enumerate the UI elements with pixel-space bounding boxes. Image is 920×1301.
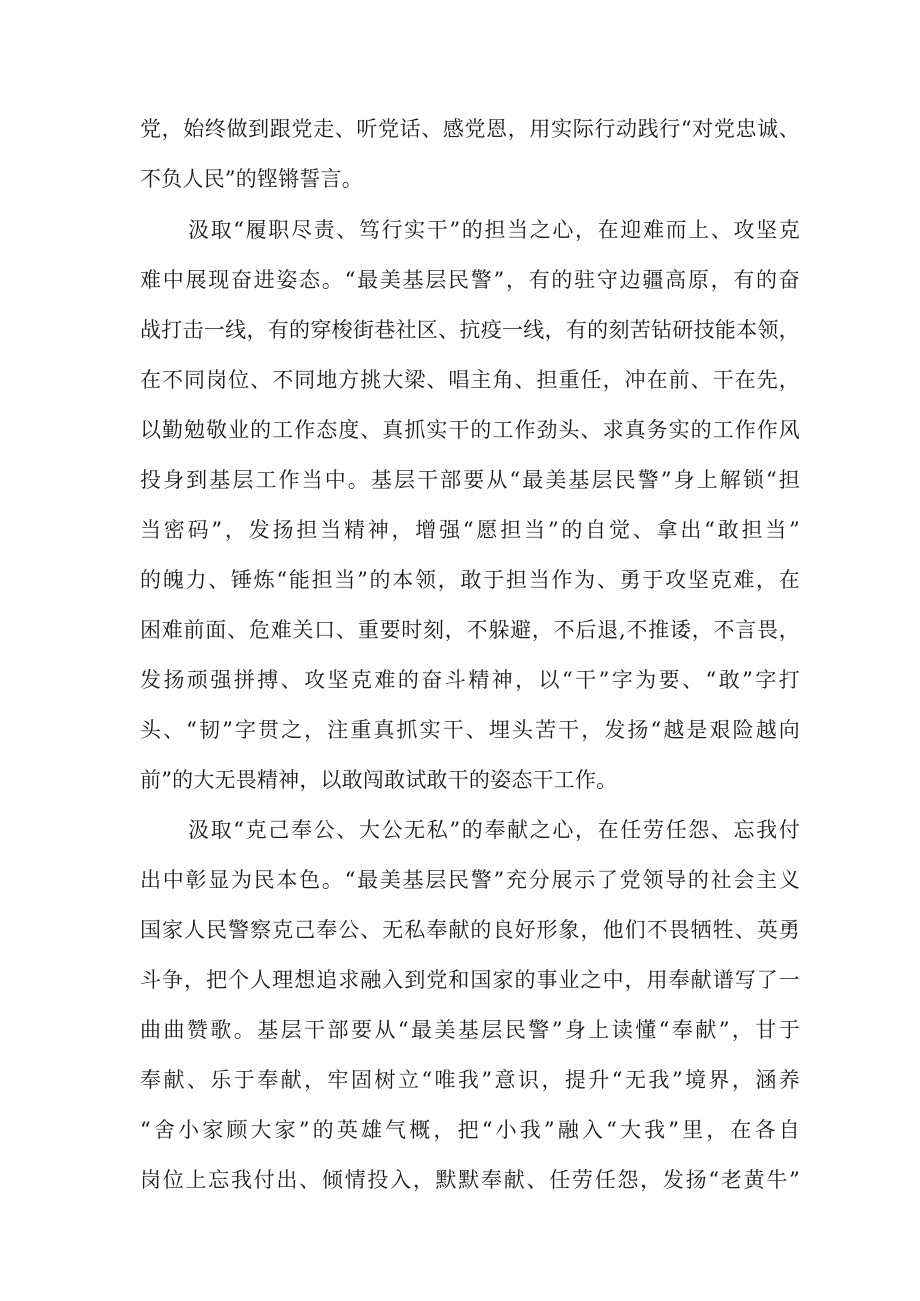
text-line: 不负人民”的铿锵誓言。 xyxy=(140,167,363,191)
text-line: 难中展现奋进姿态。“最美基层民警”，有的驻守边疆高原，有的奋 xyxy=(140,268,800,292)
text-line: 岗位上忘我付出、倾情投入，默默奉献、任劳任怨，发扬“老黄牛” xyxy=(140,1168,800,1192)
text-line: 汲取“克己奉公、大公无私”的奉献之心，在任劳任怨、忘我付 xyxy=(188,818,800,842)
text-line: 奉献、乐于奉献，牢固树立“唯我”意识，提升“无我”境界，涵养 xyxy=(140,1068,800,1092)
text-line: 党，始终做到跟党走、听党话、感党恩，用实际行动践行“对党忠诚、 xyxy=(140,117,800,141)
text-line: 当密码”，发扬担当精神，增强“愿担当”的自觉、拿出“敢担当” xyxy=(140,518,800,542)
text-line: 投身到基层工作当中。基层干部要从“最美基层民警”身上解锁“担 xyxy=(140,468,800,492)
text-line: 汲取“履职尽责、笃行实干”的担当之心，在迎难而上、攻坚克 xyxy=(188,218,800,242)
text-line: 的魄力、锤炼“能担当”的本领，敢于担当作为、勇于攻坚克难，在 xyxy=(140,568,800,592)
text-line: 国家人民警察克己奉公、无私奉献的良好形象，他们不畏牺牲、英勇 xyxy=(140,918,800,942)
text-line: 困难前面、危难关口、重要时刻，不躲避，不后退,不推诿，不言畏， xyxy=(140,618,800,642)
text-line: “舍小家顾大家”的英雄气概，把“小我”融入“大我”里，在各自 xyxy=(140,1118,800,1142)
text-line: 发扬顽强拼搏、攻坚克难的奋斗精神，以“干”字为要、“敢”字打 xyxy=(140,668,800,692)
text-line: 前”的大无畏精神，以敢闯敢试敢干的姿态干工作。 xyxy=(140,768,618,792)
text-line: 头、“韧”字贯之，注重真抓实干、埋头苦干，发扬“越是艰险越向 xyxy=(140,718,800,742)
text-line: 曲曲赞歌。基层干部要从“最美基层民警”身上读懂“奉献”，甘于 xyxy=(140,1018,800,1042)
text-line: 战打击一线，有的穿梭街巷社区、抗疫一线，有的刻苦钻研技能本领， xyxy=(140,318,800,342)
text-line: 以勤勉敬业的工作态度、真抓实干的工作劲头、求真务实的工作作风 xyxy=(140,418,800,442)
text-line: 在不同岗位、不同地方挑大梁、唱主角、担重任，冲在前、干在先， xyxy=(140,368,800,392)
text-line: 斗争，把个人理想追求融入到党和国家的事业之中，用奉献谱写了一 xyxy=(140,968,800,992)
text-line: 出中彰显为民本色。“最美基层民警”充分展示了党领导的社会主义 xyxy=(140,868,800,892)
